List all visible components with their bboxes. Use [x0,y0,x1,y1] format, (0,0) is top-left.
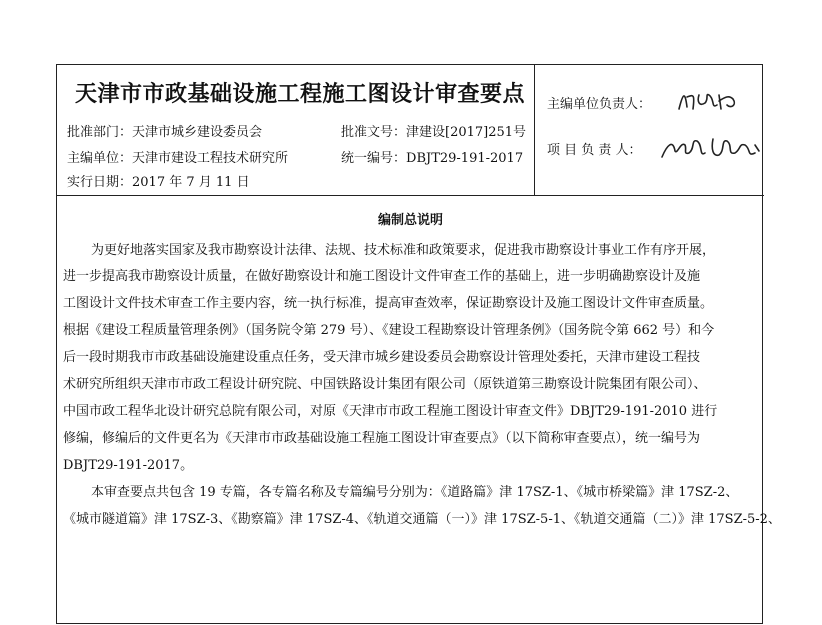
header-responsibility-cell [535,65,764,196]
approval-dept-label: 批准部门： [67,125,133,140]
unified-no-value: DBJT29-191-2017 [406,151,524,166]
editor-unit-label: 主编单位： [67,151,133,166]
paragraph-line: 为更好地落实国家及我市勘察设计法律、法规、技术标准和政策要求，促进我市勘察设计事业工作有序开展， [91,243,716,258]
impl-date-row [67,171,250,190]
paragraph-line: 修编，修编后的文件更名为《天津市市政基础设施工程施工图设计审查要点》（以下简称审查要点），统一编号为 [63,431,701,446]
approval-doc-value: 津建设[2017]251号 [406,125,527,140]
editor-unit-row [67,147,288,166]
section-heading: 编制总说明 [377,213,443,228]
approval-dept-row [67,121,262,140]
unified-no-label: 统一编号： [341,151,407,166]
paragraph-line: 工图设计文件技术审查工作主要内容，统一执行标准，提高审查效率，保证勘察设计及施工图设计文件审查质量。 [63,296,714,311]
paragraph-line: 根据《建设工程质量管理条例》（国务院令第 279 号）、《建设工程勘察设计管理条例》（国务院令第 662 号）和今 [63,323,715,338]
document-title: 天津市市政基础设施工程施工图设计审查要点 [75,82,526,107]
paragraph-line: 后一段时期我市市政基础设施建设重点任务，受天津市城乡建设委员会勘察设计管理处委托，天津市建设工程技 [63,350,701,365]
approval-doc-label: 批准文号： [341,125,407,140]
chief-unit-resp-label: 主编单位负责人： [547,97,652,112]
approval-dept-value: 天津市城乡建设委员会 [132,125,263,140]
paragraph-line: DBJT29-191-2017。 [63,458,194,473]
document-table [56,64,781,624]
header-info-cell [57,65,535,196]
unified-no-row [341,147,523,166]
impl-date-label: 实行日期： [67,175,133,190]
paragraph-line: 中国市政工程华北设计研究总院有限公司，对原《天津市市政工程施工图设计审查文件》DBJT29-191-2010 进行 [63,404,718,419]
impl-date-value: 2017 年 7 月 11 日 [132,175,250,190]
paragraph-line: 《城市隧道篇》津 17SZ-3、《勘察篇》津 17SZ-4、《轨道交通篇（一）》津 17SZ-5-1、《轨道交通篇（二）》津 17SZ-5-2、 [63,512,781,527]
signature-chief-mark [675,87,741,115]
signature-project-mark [659,131,763,163]
project-resp-label: 项 目 负 责 人： [547,143,642,158]
explanation-section [57,196,781,625]
editor-unit-value: 天津市建设工程技术研究所 [132,151,289,166]
approval-doc-row [341,121,526,140]
signature-project [659,131,763,167]
signature-chief [675,87,741,120]
paragraph-line: 术研究所组织天津市市政工程设计研究院、中国铁路设计集团有限公司（原铁道第三勘察设计院集团有限公司）、 [63,377,707,392]
paragraph-line: 本审查要点共包含 19 专篇，各专篇名称及专篇编号分别为：《道路篇》津 17SZ-1、《城市桥梁篇》津 17SZ-2、 [91,485,739,500]
paragraph-line: 进一步提高我市勘察设计质量，在做好勘察设计和施工图设计文件审查工作的基础上，进一步明确勘察设计及施 [63,269,701,284]
